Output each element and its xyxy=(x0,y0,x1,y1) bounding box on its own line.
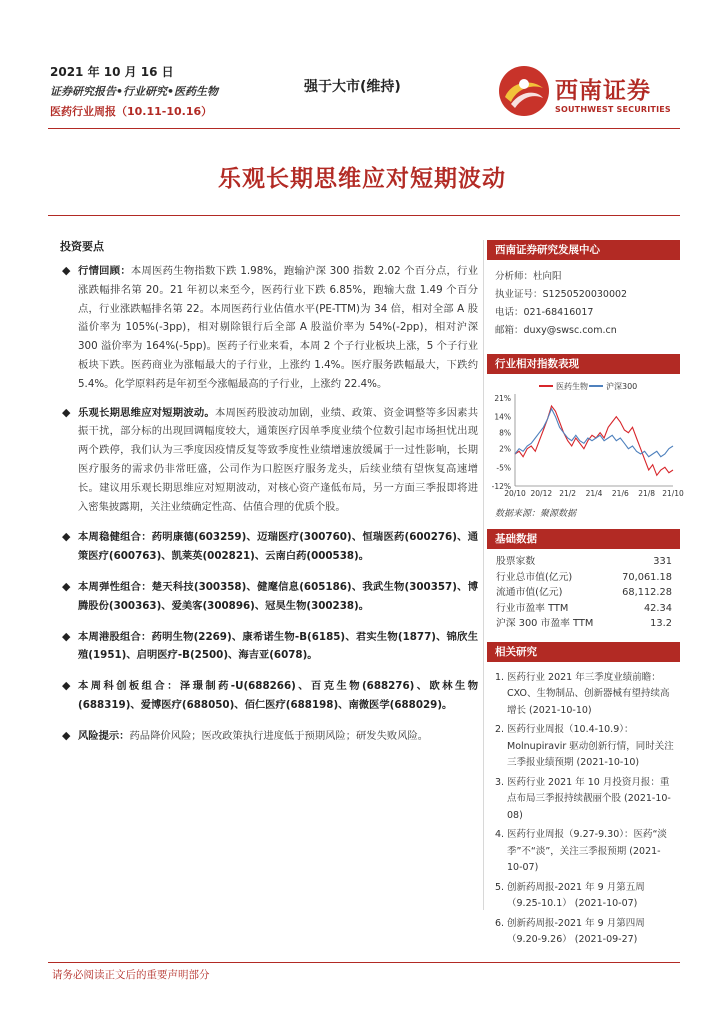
report-weekly: 医药行业周报（10.11-10.16） xyxy=(50,105,213,118)
related-heading: 相关研究 xyxy=(487,642,680,662)
analyst-license: 执业证号：S1250520030002 xyxy=(495,289,628,300)
basic-data-value: 68,112.28 xyxy=(622,587,672,598)
bullet-text: 药品降价风险；医改政策执行进度低于预期风险；研发失败风险。 xyxy=(129,729,429,742)
basic-data-row xyxy=(487,601,680,617)
x-tick-label: 21/2 xyxy=(559,489,577,498)
basic-data-label: 沪深 300 市盈率 TTM xyxy=(496,618,594,629)
basic-data-heading: 基础数据 xyxy=(487,529,680,549)
logo-mark-icon xyxy=(497,64,551,118)
basic-data-label: 流通市值(亿元) xyxy=(496,587,563,598)
x-tick-label: 20/12 xyxy=(530,489,553,498)
x-tick-label: 20/10 xyxy=(504,489,526,498)
y-tick-label: 14% xyxy=(494,412,511,422)
y-tick-label: 8% xyxy=(499,428,511,438)
bullet-body xyxy=(78,628,478,666)
relative-index-chart xyxy=(487,374,684,504)
analyst-email: 邮箱：duxy@swsc.com.cn xyxy=(495,325,617,336)
related-item-text: 医药行业周报（10.4-10.9）：Molnupiravir 驱动创新行情，同时关注三季报业绩预期 (2021-10-10) xyxy=(507,724,674,768)
bullet-body xyxy=(78,727,478,746)
bullet-text: 楚天科技(300358)、健麾信息(605186)、我武生物(300357)、博腾股份(300363)、爱美客(300896)、冠昊生物(300238)。 xyxy=(78,580,478,612)
bullet-long-term-view xyxy=(60,404,478,517)
sidebar xyxy=(487,240,684,952)
related-item-number: 3. xyxy=(495,776,505,788)
bullet-body xyxy=(78,262,478,394)
report-title: 乐观长期思维应对短期波动 xyxy=(218,166,506,192)
bullet-lead: 本周弹性组合： xyxy=(78,580,152,593)
investment-summary xyxy=(60,238,478,746)
bullet-body xyxy=(78,528,478,566)
analyst-name: 分析师：杜向阳 xyxy=(495,271,562,282)
bullet-text: 药明康德(603259)、迈瑞医疗(300760)、恒瑞医药(600276)、通策医疗(600763)、凯莱英(002821)、云南白药(000538)。 xyxy=(78,531,478,563)
x-tick-label: 21/8 xyxy=(638,489,656,498)
related-item-number: 1. xyxy=(495,671,505,683)
basic-data-value: 331 xyxy=(653,556,672,567)
related-item-text: 医药行业周报（9.27-9.30）：医药“淡季”不“淡”，关注三季报预期 (2021-10-07) xyxy=(507,829,667,873)
x-tick-label: 21/4 xyxy=(585,489,603,498)
basic-data-table xyxy=(487,549,680,632)
bullet-text: 药明生物(2269)、康希诺生物-B(6185)、君实生物(1877)、锦欣生殖(1951)、启明医疗-B(2500)、海吉亚(6078)。 xyxy=(78,630,478,662)
bullet-diamond-icon: ◆ xyxy=(62,264,71,277)
series-line-hs300 xyxy=(515,409,673,457)
bullet-diamond-icon: ◆ xyxy=(62,679,71,693)
bullet-lead: 乐观长期思维应对短期波动。 xyxy=(78,406,215,419)
related-item-text: 医药行业 2021 年三季度业绩前瞻：CXO、生物制品、创新器械有望持续高增长 (2021-10-10) xyxy=(507,671,670,716)
basic-data-label: 行业总市值(亿元) xyxy=(496,571,573,583)
bullet-risk xyxy=(60,727,478,746)
bullet-lead: 本周稳健组合： xyxy=(78,531,152,544)
bullet-hk-portfolio xyxy=(60,628,478,666)
related-research-item xyxy=(495,916,674,949)
bullet-stable-portfolio xyxy=(60,528,478,566)
bullet-lead: 行情回顾： xyxy=(78,265,131,277)
company-logo xyxy=(497,64,677,122)
basic-data-value: 42.34 xyxy=(643,602,672,614)
x-tick-label: 21/10 xyxy=(662,489,684,498)
bullet-diamond-icon: ◆ xyxy=(62,530,71,544)
bullet-text: 泽璟制药-U(688266)、百克生物(688276)、欧林生物(688319)、爱博医疗(688050)、佰仁医疗(688198)、南微医学(688029)。 xyxy=(78,680,479,711)
chart-heading: 行业相对指数表现 xyxy=(487,354,680,374)
analyst-phone: 电话：021-68416017 xyxy=(495,307,594,318)
related-research-item xyxy=(495,827,674,877)
basic-data-value: 13.2 xyxy=(650,618,672,629)
report-category: 证券研究报告•行业研究•医药生物 xyxy=(50,85,219,98)
basic-data-row xyxy=(487,570,680,586)
y-tick-label: -12% xyxy=(491,482,511,491)
bullet-elastic-portfolio xyxy=(60,578,478,616)
industry-rating: 强于大市(维持) xyxy=(304,79,401,95)
bullet-diamond-icon: ◆ xyxy=(62,728,71,742)
related-item-text: 创新药周报-2021 年 9 月第四周（9.20-9.26） (2021-09-27) xyxy=(507,917,645,945)
legend-label: 医药生物 xyxy=(556,382,588,391)
logo-name-cn: 西南证券 xyxy=(555,78,651,104)
bullet-diamond-icon: ◆ xyxy=(62,629,71,643)
bullet-market-review xyxy=(60,262,478,394)
logo-name-en: SOUTHWEST SECURITIES xyxy=(555,105,671,114)
related-item-number: 2. xyxy=(495,724,505,735)
column-divider xyxy=(483,240,484,910)
summary-heading: 投资要点 xyxy=(60,240,104,253)
team-heading: 西南证券研究发展中心 xyxy=(487,240,680,260)
chart-source: 数据来源：聚源数据 xyxy=(495,509,577,519)
bullet-text: 本周医药股波动加剧，业绩、政策、资金调整等多因素共振干扰，部分标的出现回调幅度较大，通策医疗因单季度业绩个位数引起市场担忧出现两个跌停，我们认为三季度因疫情反复等致季度性业绩增速放缓属于一过性影响，长期医疗服务的需求仍非常旺盛，公司作为口腔医疗服务龙头，后续业绩有望恢复高速增长。建议用乐观长期思维应对短期波动，对核心资产逢低布局，另一方面三季报即将进入密集披露期，关注业绩确定性高、估值合理的优质个股。 xyxy=(78,406,479,513)
related-item-number: 4. xyxy=(495,829,505,840)
footer-disclaimer: 请务必阅读正文后的重要声明部分 xyxy=(52,969,210,981)
bullet-body xyxy=(78,677,478,715)
y-tick-label: 21% xyxy=(494,394,511,403)
bullet-diamond-icon: ◆ xyxy=(62,579,71,593)
related-item-number: 6. xyxy=(495,917,505,929)
footer-rule xyxy=(48,962,680,963)
chart-svg xyxy=(487,374,684,504)
related-research-item xyxy=(495,670,674,720)
header-rule xyxy=(48,128,680,129)
related-research-list xyxy=(487,662,680,949)
basic-data-row xyxy=(487,616,680,632)
x-tick-label: 21/6 xyxy=(611,489,629,498)
bullet-lead: 本周科创板组合： xyxy=(78,680,180,693)
legend-label: 沪深300 xyxy=(606,382,638,391)
basic-data-row xyxy=(487,554,680,570)
related-research-item xyxy=(495,722,674,772)
basic-data-label: 行业市盈率 TTM xyxy=(496,602,569,614)
bullet-lead: 风险提示： xyxy=(78,729,130,742)
bullet-body xyxy=(78,404,478,517)
bullet-lead: 本周港股组合： xyxy=(78,630,152,643)
related-item-text: 医药行业 2021 年 10 月投资月报：重点布局三季报持续靓丽个股 (2021-10-08) xyxy=(507,776,671,821)
related-item-number: 5. xyxy=(495,881,505,893)
related-research-item xyxy=(495,775,674,825)
bullet-star-portfolio xyxy=(60,677,478,715)
series-line-pharma xyxy=(515,406,673,475)
bullet-diamond-icon: ◆ xyxy=(62,405,71,419)
bullet-body xyxy=(78,578,478,616)
analyst-info xyxy=(487,260,680,340)
y-tick-label: -5% xyxy=(496,463,511,473)
report-header xyxy=(50,64,290,120)
y-tick-label: 2% xyxy=(499,444,511,454)
related-item-text: 创新药周报-2021 年 9 月第五周（9.25-10.1） (2021-10-07) xyxy=(507,881,645,909)
bullet-text: 本周医药生物指数下跌 1.98%，跑输沪深 300 指数 2.02 个百分点，行业涨跌幅排名第 20。21 年初以来至今，医药行业下跌 6.85%，跑输大盘 1.49 个百分点，行业涨跌幅排名第 22。本周医药行业估值水平(PE-TTM)为 34 倍，相对全部 A 股溢价率为 105%(-3pp)，相对剔除银行后全部 A 股溢价率为 54%(-2pp)，相对沪深 300 溢价率为 164%(-5pp)。医药子行业来看，本周 2 个子行业板块上涨，5 个子行业板块下跌。医药商业为涨幅最大的子行业，上涨约 1.4%。医疗服务跌幅最大，下跌约 5.4%。化学原料药是年初至今涨幅最高的子行业，上涨约 22.4%。 xyxy=(78,265,479,390)
basic-data-label: 股票家数 xyxy=(496,556,536,567)
basic-data-value: 70,061.18 xyxy=(622,571,672,583)
report-date: 2021 年 10 月 16 日 xyxy=(50,65,174,79)
basic-data-row xyxy=(487,585,680,601)
title-rule xyxy=(48,215,680,216)
related-research-item xyxy=(495,880,674,913)
